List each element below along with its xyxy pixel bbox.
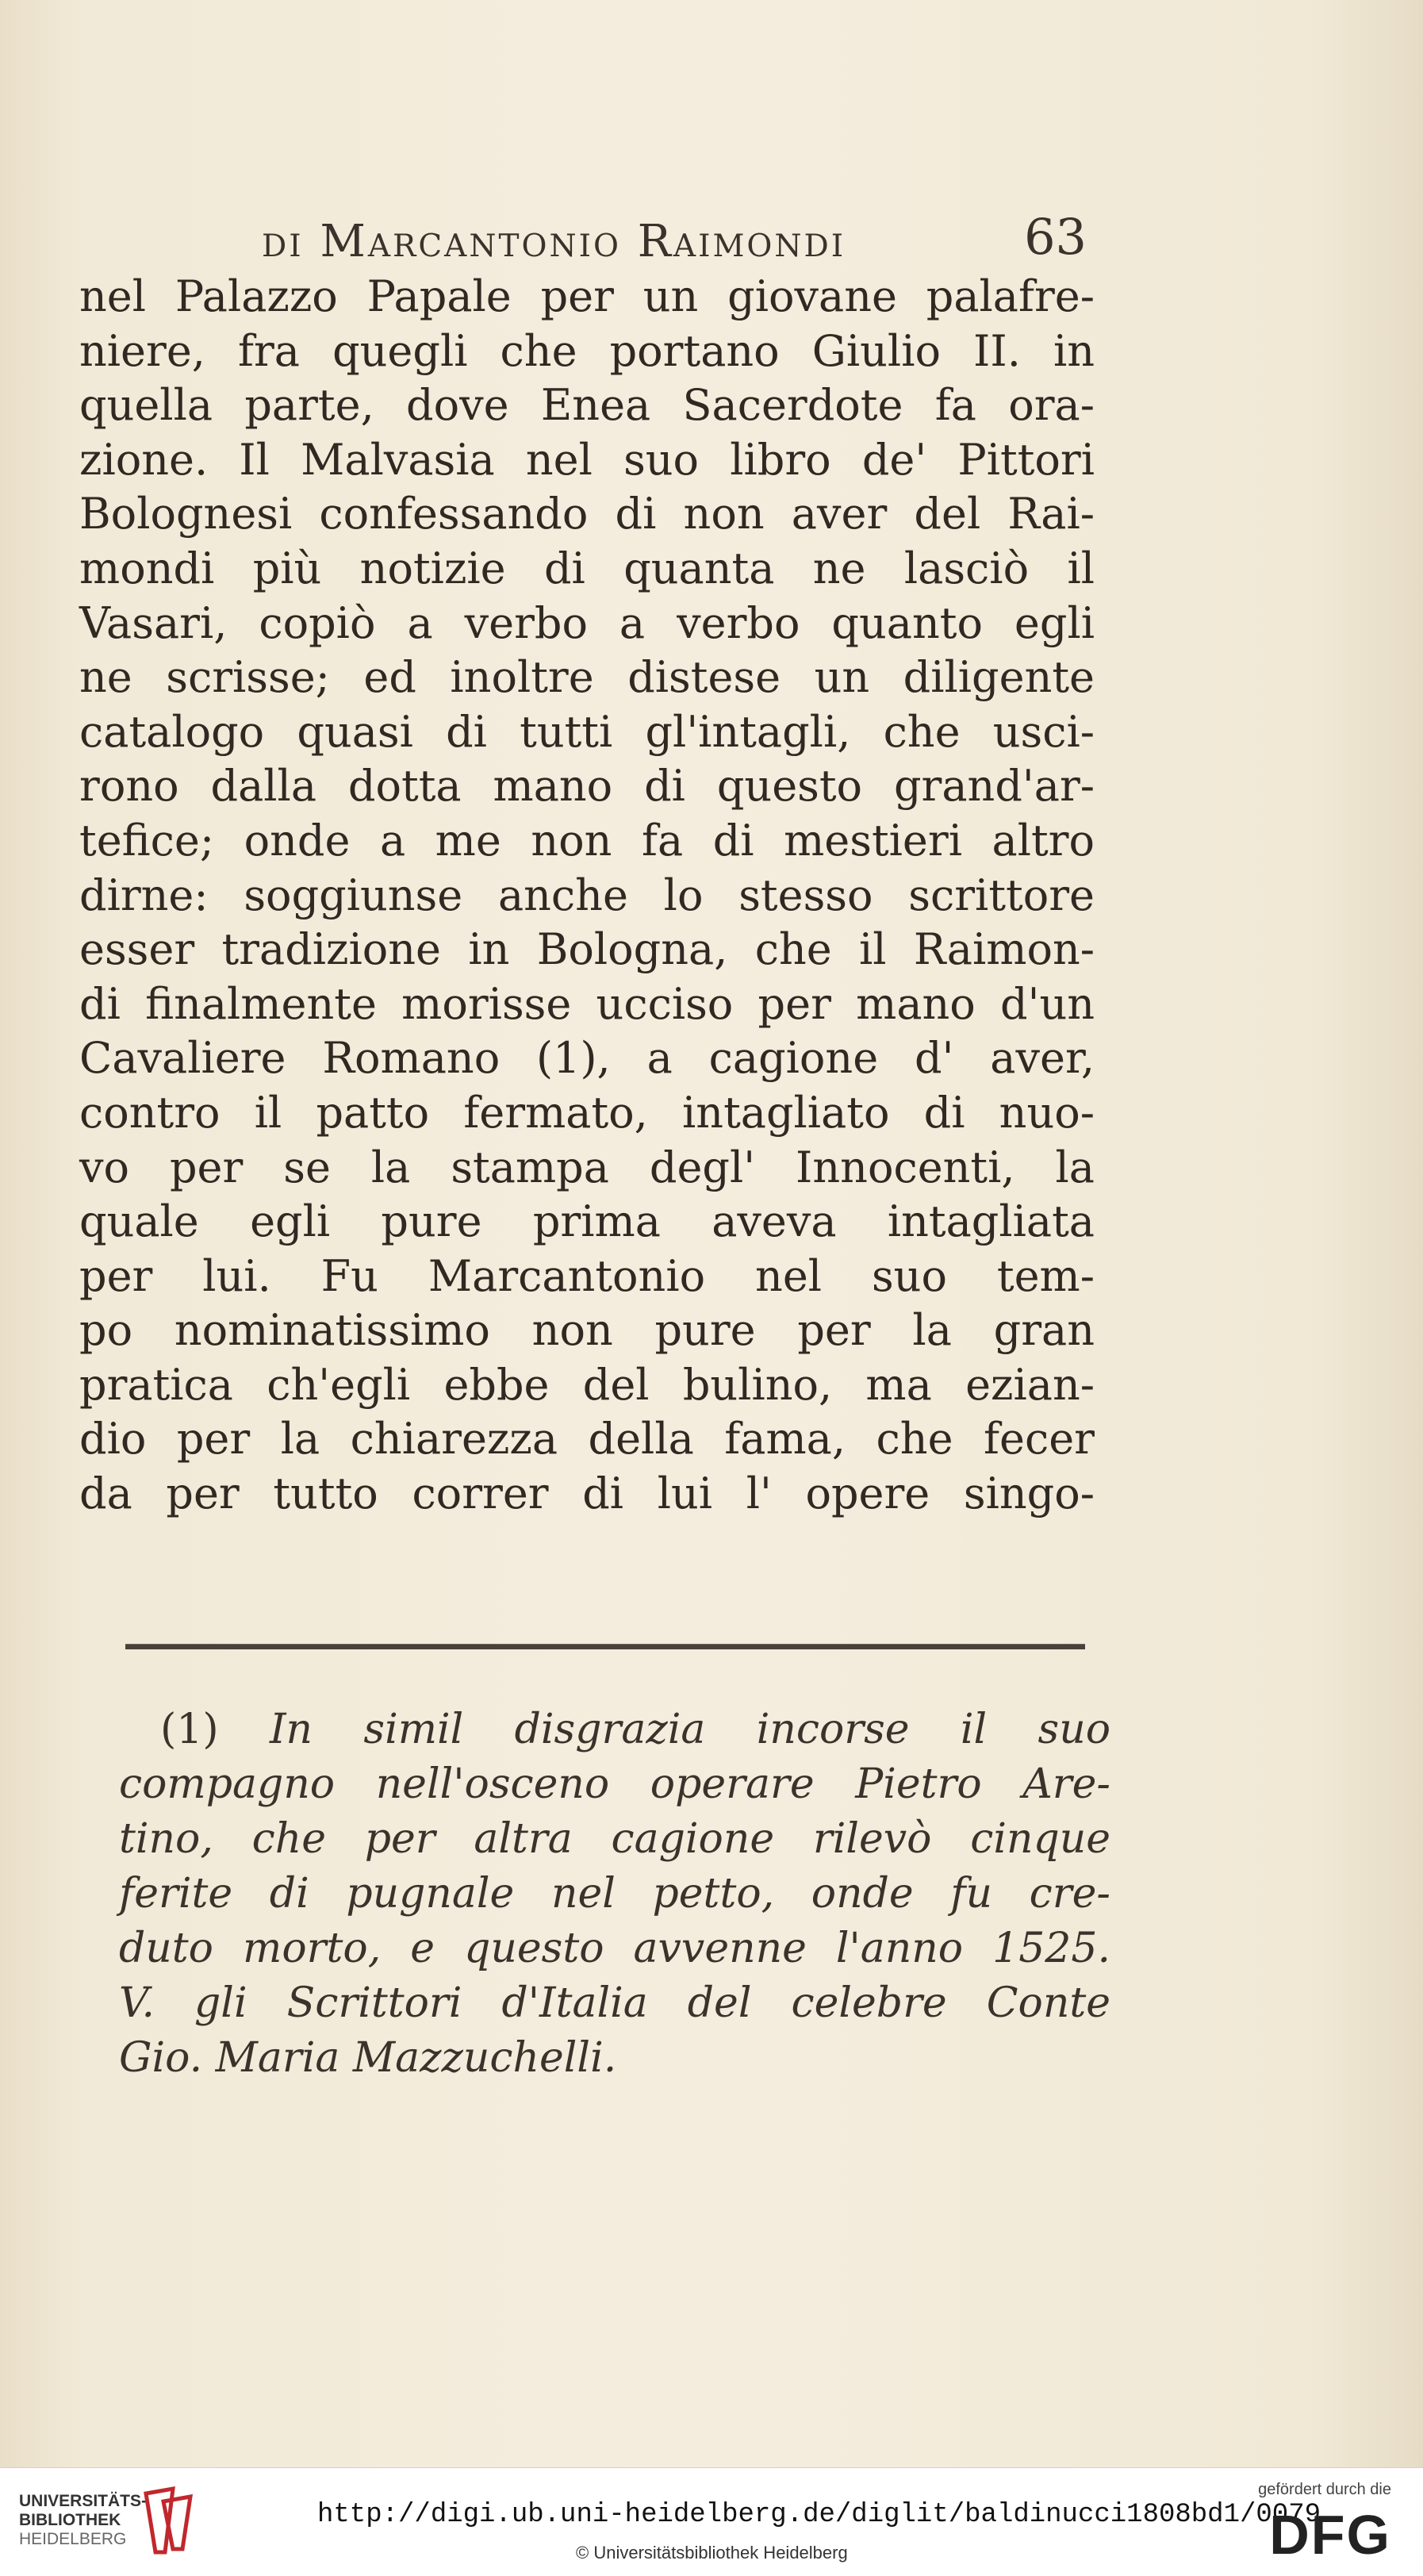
text-line: tefice; onde a me non fa di mestieri altro xyxy=(79,815,1095,866)
university-line: BIBLIOTHEK xyxy=(19,2511,121,2529)
text-line: dirne: soggiunse anche lo stesso scrittore xyxy=(79,870,1095,920)
copyright-notice: © Universitätsbibliothek Heidelberg xyxy=(576,2543,848,2563)
running-head: di Marcantonio Raimondi xyxy=(262,216,846,267)
page-url-link[interactable]: http://digi.ub.uni-heidelberg.de/diglit/baldinucci1808bd1/0079 xyxy=(317,2500,1321,2530)
body-text xyxy=(79,270,1095,1522)
text-line: vo per se la stampa degl' Innocenti, la xyxy=(79,1142,1095,1192)
university-line: UNIVERSITÄTS- xyxy=(19,2492,148,2510)
university-name xyxy=(19,2492,147,2549)
text-line: zione. Il Malvasia nel suo libro de' Pittori xyxy=(79,434,1095,485)
page-number: 63 xyxy=(1024,208,1087,266)
footnote-line: V. gli Scrittori d'Italia del celebre Conte xyxy=(119,1979,1110,2027)
text-line: niere, fra quegli che portano Giulio II. in xyxy=(79,325,1095,376)
footnote-line: compagno nell'osceno operare Pietro Are- xyxy=(119,1760,1110,1808)
text-line: catalogo quasi di tutti gl'intagli, che usci- xyxy=(79,706,1095,757)
footnote-line: ferite di pugnale nel petto, onde fu cre- xyxy=(119,1870,1110,1918)
footnote-marker: (1) xyxy=(160,1706,219,1753)
text-line: Cavaliere Romano (1), a cagione d' aver, xyxy=(79,1033,1095,1084)
text-line: Vasari, copiò a verbo a verbo quanto egli xyxy=(79,597,1095,648)
page-header xyxy=(262,208,1087,279)
text-line: esser tradizione in Bologna, che il Raimon- xyxy=(79,924,1095,975)
text-line: contro il patto fermato, intagliato di nuo- xyxy=(79,1087,1095,1138)
footnote-line: tino, che per altra cagione rilevò cinque xyxy=(119,1815,1110,1863)
footnote-line: duto morto, e questo avvenne l'anno 1525. xyxy=(119,1925,1110,1972)
text-line: rono dalla dotta mano di questo grand'ar- xyxy=(79,761,1095,812)
text-line: quella parte, dove Enea Sacerdote fa ora- xyxy=(79,380,1095,431)
text-line: nel Palazzo Papale per un giovane palafre- xyxy=(79,271,1095,321)
text-line: quale egli pure prima aveva intagliata xyxy=(79,1196,1095,1247)
text-line: mondi più notizie di quanta ne lasciò il xyxy=(79,543,1095,593)
funded-by-label: gefördert durch die xyxy=(1258,2481,1391,2498)
text-line: da per tutto correr di lui l' opere singo- xyxy=(79,1468,1095,1519)
text-line: Bolognesi confessando di non aver del Rai- xyxy=(79,489,1095,539)
text-line: dio per la chiarezza della fama, che fecer xyxy=(79,1414,1095,1465)
university-line: HEIDELBERG xyxy=(19,2530,127,2548)
footnote-separator xyxy=(125,1644,1085,1649)
text-line: per lui. Fu Marcantonio nel suo tem- xyxy=(79,1250,1095,1301)
text-line: di finalmente morisse ucciso per mano d'un xyxy=(79,978,1095,1029)
dfg-logo: DFG xyxy=(1269,2504,1391,2566)
footnote xyxy=(119,1703,1110,2086)
footnote-line: Gio. Maria Mazzuchelli. xyxy=(119,2034,617,2082)
text-line: ne scrisse; ed inoltre distese un diligente xyxy=(79,652,1095,703)
footnote-line xyxy=(119,1703,1110,1757)
text-line: pratica ch'egli ebbe del bulino, ma ezian- xyxy=(79,1359,1095,1410)
viewer-footer xyxy=(0,2467,1423,2576)
university-logo-icon xyxy=(141,2486,197,2555)
text-line: po nominatissimo non pure per la gran xyxy=(79,1305,1095,1356)
footnote-line-text: In simil disgrazia incorse il suo xyxy=(270,1706,1110,1753)
